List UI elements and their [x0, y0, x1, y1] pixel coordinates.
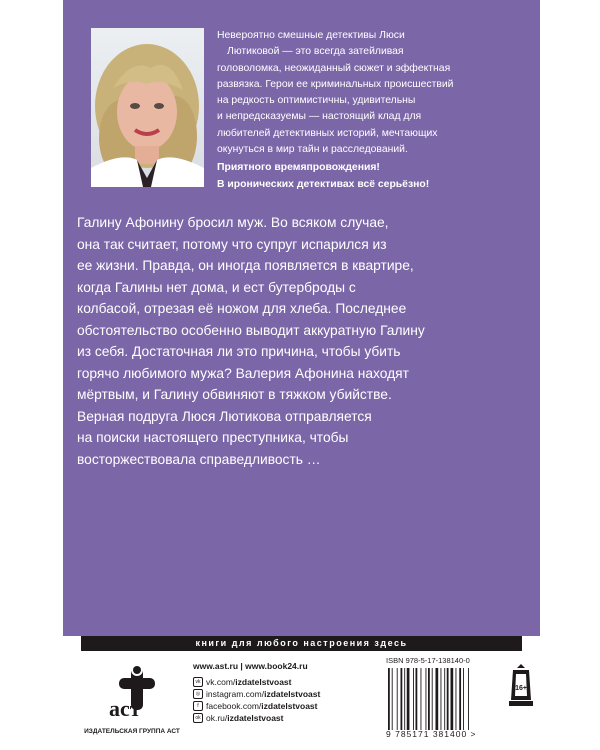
- description-line: она так считает, потому что супруг испарился из: [77, 236, 387, 252]
- isbn: ISBN 978-5-17-138140-0: [386, 656, 470, 665]
- barcode-bar: [441, 668, 442, 730]
- barcode-number: 9 785171 381400 >: [386, 729, 477, 739]
- bio-line: окунуться в мир тайн и расследований.: [217, 144, 408, 156]
- barcode-bar: [468, 668, 469, 730]
- publisher-name: ИЗДАТЕЛЬСКАЯ ГРУППА АСТ: [84, 728, 180, 735]
- author-portrait-illustration: [91, 28, 204, 187]
- barcode-bar: [444, 668, 445, 730]
- social-link-ok[interactable]: [193, 712, 373, 724]
- barcode-bar: [426, 668, 427, 730]
- book-description: [77, 212, 532, 470]
- bio-line: Лютиковой — это всегда затейливая: [227, 46, 404, 58]
- social-handle: izdatelstvoast: [235, 677, 292, 687]
- social-link-instagram[interactable]: [193, 688, 373, 700]
- bio-line: на редкость оптимистичны, удивительны: [217, 95, 416, 107]
- barcode-bar: [436, 668, 439, 730]
- description-line: из себя. Достаточная ли это причина, чтобы убить: [77, 344, 401, 359]
- social-prefix: ok.ru/: [206, 713, 228, 723]
- barcode-icon: [386, 668, 498, 730]
- description-line: колбасой, отрезая её ножом для хлеба. Последнее: [77, 301, 407, 316]
- description-line: Галину Афонину бросил муж. Во всяком случае,: [77, 215, 389, 230]
- barcode-bar: [404, 668, 405, 730]
- description-line: ее жизни. Правда, он иногда появляется в квартире,: [77, 258, 414, 273]
- barcode-bar: [447, 668, 449, 730]
- barcode-bar: [456, 668, 457, 730]
- description-line: когда Галины нет дома, и ест бутерброды с: [77, 279, 356, 295]
- svg-text:16+: 16+: [515, 685, 527, 692]
- social-handle: izdatelstvoast: [227, 713, 284, 723]
- tagline-serious: В иронических детективах всё серьёзно!: [217, 178, 430, 190]
- author-photo: [91, 28, 204, 187]
- instagram-icon: ◎: [193, 689, 203, 699]
- bio-line: и непредсказуемы — настоящий клад для: [217, 111, 422, 123]
- description-line: Верная подруга Люся Лютикова отправляется: [77, 408, 372, 424]
- description-line: обстоятельство особенно выводит аккуратную Галину: [77, 322, 425, 338]
- cover-footer: [63, 636, 540, 750]
- vk-icon: vk: [193, 677, 203, 687]
- barcode-bar: [428, 668, 430, 730]
- barcode-bar: [432, 668, 433, 730]
- websites[interactable]: www.ast.ru | www.book24.ru: [193, 661, 308, 671]
- barcode-bar: [401, 668, 403, 730]
- barcode-bar: [421, 668, 422, 730]
- bio-line: развязка. Герои ее криминальных происшествий: [217, 78, 454, 90]
- barcode-bar: [459, 668, 461, 730]
- description-line: горячо любимого мужа? Валерия Афонина находят: [77, 365, 409, 381]
- barcode-bar: [413, 668, 414, 730]
- social-handle: izdatelstvoast: [264, 689, 321, 699]
- barcode-bar: [397, 668, 398, 730]
- social-link-facebook[interactable]: [193, 700, 373, 712]
- description-line: мёртвым, и Галину обвиняют в тяжком убийстве.: [77, 387, 392, 402]
- description-line: восторжествовала справедливость …: [77, 451, 321, 467]
- social-link-vk[interactable]: [193, 676, 373, 688]
- author-bio: [217, 28, 517, 193]
- barcode-bar: [463, 668, 464, 730]
- bio-line: Невероятно смешные детективы Люси: [217, 30, 405, 41]
- ast-logo-icon: [105, 664, 161, 726]
- back-cover: [63, 0, 540, 750]
- barcode-bar: [392, 668, 393, 730]
- publisher-logo: [77, 664, 187, 744]
- publisher-links: [193, 660, 373, 724]
- tagline-enjoy: Приятного времяпровождения!: [217, 162, 380, 174]
- ok-icon: ok: [193, 713, 203, 723]
- facebook-icon: f: [193, 701, 203, 711]
- barcode-bar: [416, 668, 418, 730]
- bio-line: любителей детективных историй, мечтающих: [217, 127, 438, 139]
- social-prefix: facebook.com/: [206, 701, 262, 711]
- social-handle: izdatelstvoast: [261, 701, 318, 711]
- social-prefix: vk.com/: [206, 677, 236, 687]
- lamp-age-icon: [509, 664, 533, 708]
- barcode-bar: [451, 668, 454, 730]
- bio-line: головоломка, неожиданный сюжет и эффектная: [217, 62, 451, 74]
- slogan-bar: книги для любого настроения здесь: [81, 636, 522, 651]
- social-prefix: instagram.com/: [206, 689, 265, 699]
- description-line: на поиски настоящего преступника, чтобы: [77, 430, 349, 445]
- barcode-bar: [407, 668, 410, 730]
- logo-text: аст: [109, 696, 141, 721]
- barcode-bar: [388, 668, 390, 730]
